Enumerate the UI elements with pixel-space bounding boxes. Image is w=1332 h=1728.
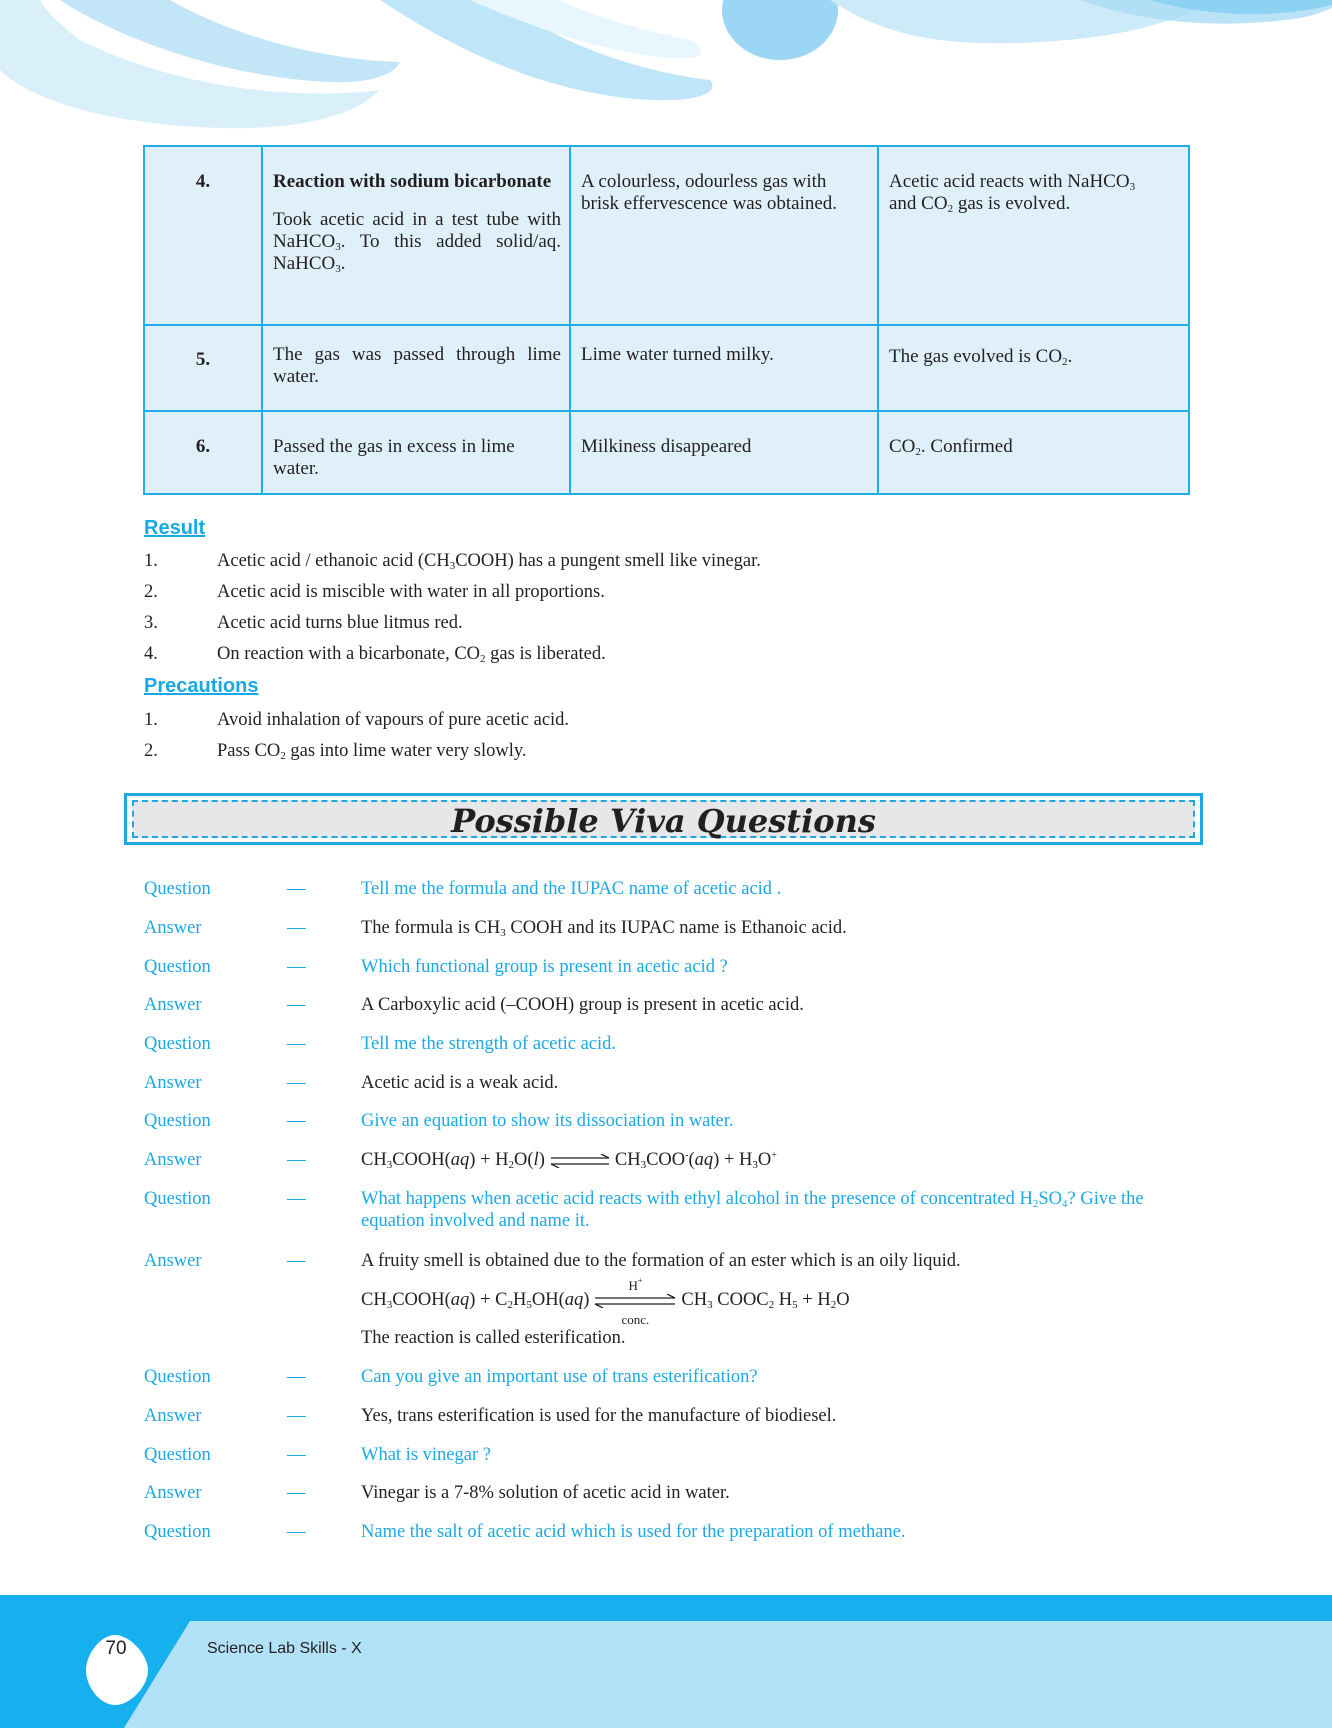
observation-table (143, 145, 1190, 495)
equilibrium-arrow-icon (593, 1294, 677, 1308)
experiment-cell: The gas was passed through lime water. (261, 324, 571, 412)
observation-cell: A colourless, odourless gas with brisk effervescence was obtained. (569, 145, 879, 326)
row-number: 5. (143, 324, 263, 412)
row-number: 4. (143, 145, 263, 326)
table-row (143, 324, 1190, 412)
observation-cell: Milkiness disappeared (569, 410, 879, 495)
footer-band (0, 1595, 1332, 1728)
experiment-description: Took acetic acid in a test tube with NaHCO$_3$. To this added solid/aq. NaHCO$_3$. (273, 209, 561, 275)
dissociation-equation: $CH_3COOH(aq) + H_2O(l) CH_3COO^-(aq) + H_3O^+$ (361, 1150, 777, 1171)
equilibrium-arrow-icon (549, 1154, 611, 1168)
result-heading: Result (144, 517, 206, 539)
experiment-title: Reaction with sodium bicarbonate (273, 171, 552, 192)
inference-cell: The gas evolved is $CO_2$. (877, 324, 1190, 412)
experiment-cell (261, 145, 571, 326)
inference-cell: $CO_2$. Confirmed (877, 410, 1190, 495)
table-row (143, 410, 1190, 495)
precautions-heading: Precautions (144, 675, 259, 697)
row-number: 6. (143, 410, 263, 495)
observation-cell: Lime water turned milky. (569, 324, 879, 412)
experiment-cell: Passed the gas in excess in lime water. (261, 410, 571, 495)
header-decoration (0, 0, 1332, 140)
catalyst-arrow: H+ conc. (593, 1291, 677, 1311)
book-title: Science Lab Skills - X (207, 1640, 362, 1657)
viva-title: Possible Viva Questions (451, 802, 876, 840)
table-row (143, 145, 1190, 326)
inference-cell: Acetic acid reacts with NaHCO$_3$ and $CO_2$ gas is evolved. (877, 145, 1190, 326)
viva-banner (124, 793, 1203, 845)
page-number: 70 (105, 1638, 127, 1659)
